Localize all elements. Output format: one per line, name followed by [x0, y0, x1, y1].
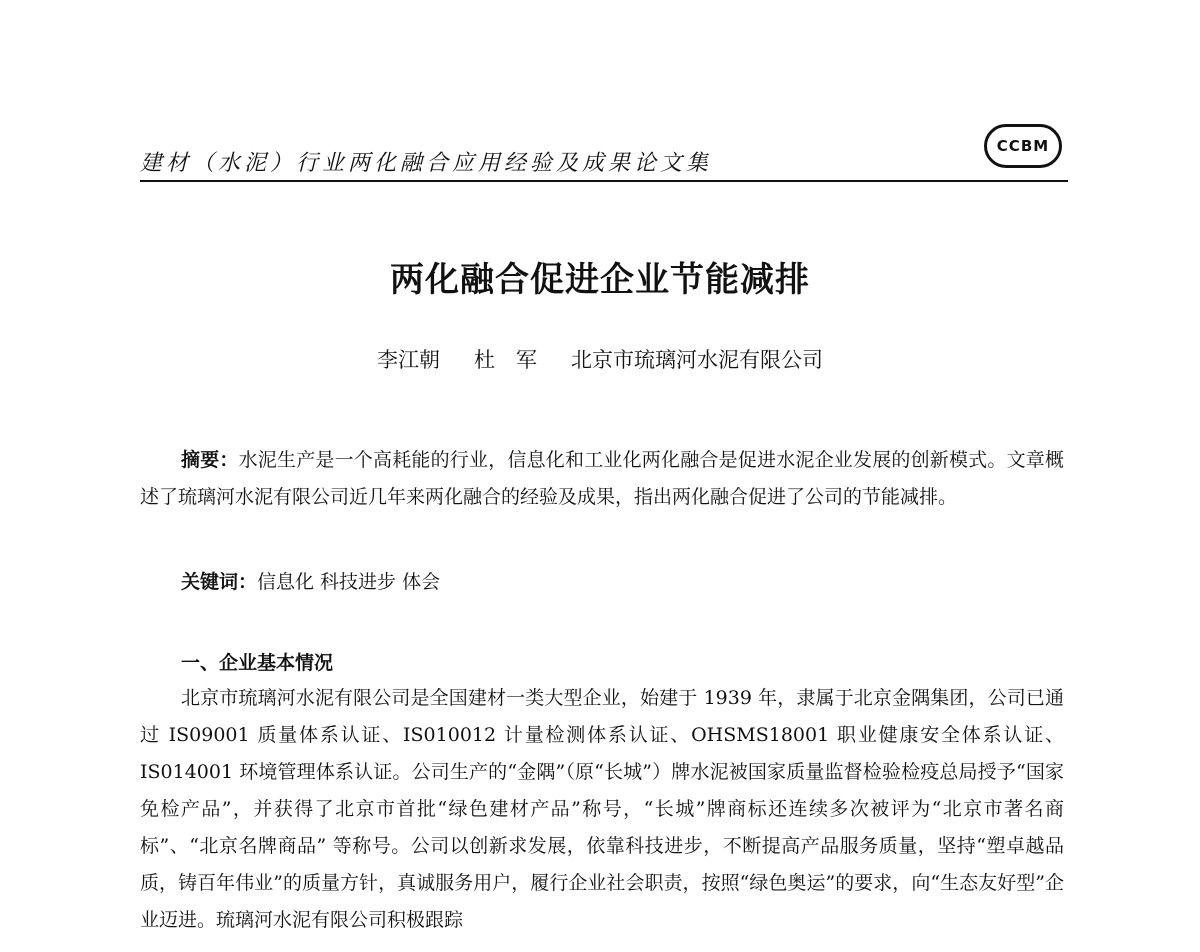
- affiliation: 北京市琉璃河水泥有限公司: [571, 348, 823, 372]
- author-2: 杜 军: [474, 348, 537, 372]
- author-line: [0, 344, 1200, 374]
- keywords-label: 关键词：: [181, 571, 258, 593]
- keywords-text: 信息化 科技进步 体会: [257, 571, 441, 593]
- header-divider: [140, 180, 1068, 182]
- section-paragraph: 北京市琉璃河水泥有限公司是全国建材一类大型企业，始建于 1939 年，隶属于北京金隅集团，公司已通过 IS09001 质量体系认证、IS010012 计量检测体系认证、OHSMS18001 职业健康安全体系认证、IS014001 环境管理体系认证。公司生产的“金隅”（原“长城”）牌水泥被国家质量监督检验检疫总局授予“国家免检产品”，并获得了北京市首批“绿色建材产品”称号，“长城”牌商标还连续多次被评为“北京市著名商标”、“北京名牌商品” 等称号。公司以创新求发展，依靠科技进步，不断提高产品服务质量，坚持“塑卓越品质，铸百年伟业”的质量方针，真诚服务用户，履行企业社会职责，按照“绿色奥运”的要求，向“生态友好型”企业迈进。琉璃河水泥有限公司积极跟踪: [140, 687, 1064, 931]
- keywords: [140, 564, 1064, 601]
- running-header-title: 建材（水泥）行业两化融合应用经验及成果论文集: [140, 151, 713, 176]
- logo-text: CCBM: [996, 137, 1050, 155]
- abstract: [140, 442, 1064, 516]
- abstract-text: 水泥生产是一个高耗能的行业，信息化和工业化两化融合是促进水泥企业发展的创新模式。文章概述了琉璃河水泥有限公司近几年来两化融合的经验及成果，指出两化融合促进了公司的节能减排。: [140, 449, 1064, 508]
- paper-title: 两化融合促进企业节能减排: [390, 260, 810, 300]
- ccbm-logo: [984, 124, 1062, 168]
- section-heading: 一、企业基本情况: [181, 652, 334, 674]
- author-1: 李江朝: [377, 348, 440, 372]
- abstract-label: 摘要：: [181, 449, 239, 471]
